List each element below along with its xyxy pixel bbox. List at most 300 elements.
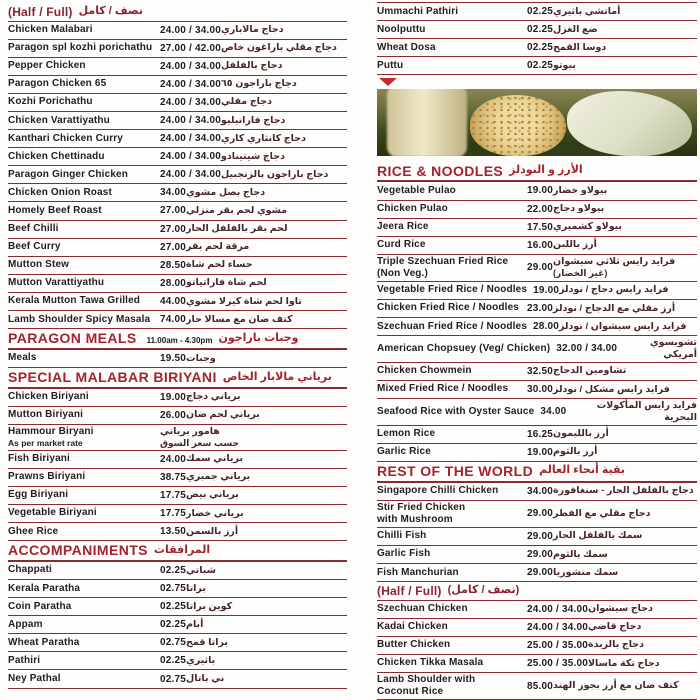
item-name-cell: [377, 6, 527, 18]
item-name-ar-cell: [221, 60, 347, 72]
menu-row: [8, 275, 347, 293]
item-name-ar: الأرز و النودلز: [509, 164, 583, 177]
menu-row: [8, 652, 347, 670]
item-price: 32.50: [527, 365, 554, 377]
item-name-ar-cell: [186, 508, 347, 520]
item-name-ar-cell: [588, 603, 697, 615]
item-name-cell: [377, 221, 527, 233]
menu-row: [377, 237, 697, 255]
item-name-cell: [377, 256, 527, 280]
item-price: 16.25: [527, 428, 554, 440]
item-name-ar-cell: [553, 428, 697, 440]
item-name-ar-cell: [553, 256, 697, 279]
item-name-ar-cell: [553, 239, 697, 251]
item-name-ar-cell: [160, 426, 347, 449]
item-name-ar-cell: [553, 42, 697, 54]
menu-row: [8, 58, 347, 76]
menu-row: [377, 483, 697, 501]
item-name-en: Paragon Chicken 65: [8, 78, 107, 90]
item-price: 19.00: [533, 284, 560, 296]
item-price: 23.00: [527, 302, 554, 314]
item-name-ar: باثيري: [186, 654, 216, 666]
item-name-ar-cell: [553, 60, 697, 72]
item-name-ar: فرايد رايس سيشوان / نودلز: [558, 320, 687, 332]
item-name-cell: [8, 369, 223, 386]
item-name-ar-cell: [186, 187, 347, 199]
item-name-ar: دجاج بالفلفل الحار - سنغافورة: [553, 485, 694, 497]
item-name-ar-cell: [553, 384, 697, 396]
item-name-en: Coin Paratha: [8, 600, 72, 612]
item-name-ar: أرز باللبن: [553, 239, 597, 251]
menu-row: [377, 381, 697, 399]
item-name-cell: [8, 619, 160, 631]
menu-row: [8, 166, 347, 184]
item-price: 02.25: [160, 619, 187, 631]
item-name-en: (Half / Full): [8, 4, 73, 19]
item-name-ar-cell: [559, 321, 697, 333]
menu-row: [8, 670, 347, 688]
item-name-ar: فرايد رايس دجاج / نودلز: [559, 284, 669, 296]
item-name-ar: بيولاو دجاج: [553, 203, 605, 215]
item-name-en: Chicken Chettinadu: [8, 150, 105, 162]
item-name-ar: دجاج بالزبدة: [587, 639, 645, 651]
item-name-ar-cell: [221, 115, 347, 127]
menu-row: [377, 162, 697, 183]
item-name-ar: دجاج مقلي باراغون خاص: [220, 42, 337, 54]
item-name-en: Chappati: [8, 564, 52, 576]
item-price: 02.25: [527, 24, 554, 36]
item-name-ar-cell: [553, 446, 697, 458]
menu-row: [377, 57, 697, 75]
item-price: 17.75: [160, 489, 187, 501]
item-name-ar: تشوبسوي أمريكي: [649, 337, 697, 360]
item-name-en: American Chopsuey (Veg/ Chicken): [377, 342, 551, 354]
item-name-en: Triple Szechuan Fried Rice: [377, 255, 509, 267]
item-price: 02.25: [160, 564, 187, 576]
item-price: 24.00 / 34.00: [160, 169, 221, 181]
item-name-cell: [377, 463, 539, 480]
item-price: 24.00 / 34.00: [160, 151, 221, 163]
item-name-cell: [8, 526, 160, 538]
item-name-en: Pathiri: [8, 654, 41, 666]
item-name-ar-cell: [221, 78, 347, 90]
menu-row: [377, 399, 697, 426]
item-name-en-line2: with Mushroom: [377, 513, 453, 525]
item-name-ar: أماتشي باثيري: [553, 5, 621, 17]
item-price: 34.00: [527, 485, 554, 497]
item-name-ar-cell: [186, 637, 347, 649]
item-name-ar: دجاج بصل مشوي: [186, 186, 266, 198]
item-name-cell: [377, 674, 527, 698]
item-name-ar-cell: [553, 567, 697, 579]
item-name-ar: هامور برياني: [160, 425, 220, 437]
menu-left-column: [8, 0, 347, 700]
item-name-en: Chicken Chowmein: [377, 365, 472, 377]
item-name-ar-cell: [553, 203, 697, 215]
item-price: 24.00 / 34.00: [160, 96, 221, 108]
item-name-ar-cell: [553, 303, 697, 315]
item-name-ar: بيوتو: [553, 59, 576, 71]
item-price: 02.75: [160, 637, 187, 649]
item-name-ar: براتا: [186, 582, 206, 594]
menu-row: [8, 239, 347, 257]
item-name-en: Kerala Paratha: [8, 582, 81, 594]
menu-row: [377, 363, 697, 381]
item-name-ar-cell: [186, 223, 347, 235]
menu-row: [377, 282, 697, 300]
item-name-cell: [8, 5, 79, 19]
item-name-ar-cell: [186, 314, 347, 326]
item-name-ar: نصف / كامل: [78, 4, 143, 17]
item-price: 17.75: [160, 507, 187, 519]
item-name-cell: [377, 284, 533, 296]
item-name-ar-cell: [79, 5, 347, 19]
item-name-cell: [377, 383, 527, 395]
item-name-en: REST OF THE WORLD: [377, 462, 534, 479]
item-price: 22.00: [527, 203, 554, 215]
item-name-cell: [377, 567, 527, 579]
item-name-cell: [8, 295, 160, 307]
menu-row: [377, 219, 697, 237]
item-name-cell: [377, 406, 540, 418]
item-name-ar-line2: (غير الخضار): [553, 268, 608, 279]
item-name-en: Singapore Chilli Chicken: [377, 485, 499, 497]
item-price: 02.25: [527, 6, 554, 18]
item-price: 29.00: [527, 530, 554, 542]
item-name-ar: أرز مقلي مع الدجاج / نودلز: [553, 302, 676, 314]
item-name-ar: تشاومين الدجاج: [553, 365, 627, 377]
item-name-en: Mutton Biriyani: [8, 409, 84, 421]
menu-row: [377, 501, 697, 528]
item-name-en: Meals: [8, 352, 37, 364]
item-price: 28.00: [532, 321, 559, 333]
item-name-ar-cell: [553, 365, 697, 377]
item-name-cell: [377, 639, 527, 651]
menu-row: [8, 311, 347, 329]
menu-row: [8, 451, 347, 469]
menu-row: [8, 22, 347, 40]
item-name-cell: [8, 426, 160, 448]
item-name-en: Seafood Rice with Oyster Sauce: [377, 405, 535, 417]
item-name-cell: [8, 330, 218, 347]
item-name-ar: ضع الغزل: [553, 23, 598, 35]
item-name-cell: [8, 673, 160, 685]
item-price: 13.50: [160, 526, 187, 538]
item-price: 30.00: [527, 383, 554, 395]
item-price: 02.25: [160, 601, 187, 613]
item-name-cell: [8, 542, 154, 559]
item-price: 19.00: [527, 185, 554, 197]
item-name-en: Ummachi Pathiri: [377, 5, 459, 17]
item-name-cell: [377, 485, 527, 497]
item-name-ar: كتف ضان مع مسالا حار: [186, 313, 293, 325]
item-name-ar: دجاج باراجون بالزنجبيل: [220, 168, 329, 180]
item-name-cell: [8, 655, 160, 667]
item-name-ar-cell: [553, 185, 697, 197]
item-name-en: Appam: [8, 618, 43, 630]
menu-row: [8, 130, 347, 148]
item-price: 24.00 / 34.00: [527, 603, 588, 615]
item-name-cell: [377, 530, 527, 542]
item-price: 26.00: [160, 409, 187, 421]
item-name-ar-cell: [186, 601, 347, 613]
item-name-ar-cell: [218, 332, 347, 346]
item-name-cell: [8, 564, 160, 576]
item-name-ar: برياني لحم ضان: [186, 409, 260, 421]
item-name-ar: سمك بالثوم: [553, 548, 608, 560]
item-name-en: Mutton Varattiyathu: [8, 277, 105, 289]
item-name-ar: دجاج باراجون ٦٥: [220, 78, 297, 90]
item-name-en: PARAGON MEALS: [8, 330, 137, 347]
item-name-ar-cell: [154, 544, 347, 558]
item-name-cell: [8, 259, 160, 271]
puttu-piece-right-shape: [567, 91, 692, 156]
breads-top-block: [377, 2, 697, 75]
menu-row: [8, 112, 347, 130]
menu-row: [377, 619, 697, 637]
item-name-cell: [8, 241, 160, 253]
item-name-cell: [8, 169, 160, 181]
item-name-cell: [8, 96, 160, 108]
item-name-ar-cell: [566, 400, 697, 424]
item-name-cell: [8, 115, 160, 127]
item-name-ar-cell: [186, 277, 347, 289]
section-time-note: 11.00am - 4.30pm: [146, 336, 213, 346]
item-name-en-subnote: As per market rate: [8, 438, 83, 449]
item-name-en: Kerala Mutton Tawa Grilled: [8, 295, 141, 307]
item-price: 19.50: [160, 352, 187, 364]
item-name-en: Kadai Chicken: [377, 621, 448, 633]
item-name-en: (Half / Full): [377, 583, 442, 598]
menu-row: [8, 94, 347, 112]
item-name-ar-cell: [186, 409, 347, 421]
menu-row: [8, 580, 347, 598]
menu-right-column: [377, 0, 697, 700]
menu-row: [377, 582, 697, 601]
item-price: 19.00: [160, 391, 187, 403]
item-name-ar-cell: [553, 680, 697, 692]
item-name-en: Jeera Rice: [377, 221, 429, 233]
item-name-cell: [377, 321, 533, 333]
item-name-ar: برياني خضار: [186, 507, 244, 519]
item-name-ar: برياني سمك: [186, 453, 244, 465]
item-name-en: Szechuan Fried Rice / Noodles: [377, 320, 527, 332]
item-name-cell: [377, 621, 527, 633]
item-price: 44.00: [160, 295, 187, 307]
item-name-en: SPECIAL MALABAR BIRIYANI: [8, 368, 217, 385]
item-name-cell: [8, 409, 160, 421]
item-price: 17.50: [527, 221, 554, 233]
item-price: 28.00: [160, 277, 187, 289]
item-price: 29.00: [527, 508, 554, 520]
item-name-en: Chicken Malabari: [8, 24, 93, 36]
menu-row: [8, 40, 347, 58]
item-name-ar-cell: [559, 284, 697, 296]
item-name-en: Paragon spl kozhi porichathu: [8, 42, 153, 54]
menu-row: [377, 39, 697, 57]
puttu-cylinder-shape: [387, 89, 467, 155]
item-price: 02.75: [160, 583, 187, 595]
item-name-ar-cell: [186, 583, 347, 595]
menu-row: [377, 336, 697, 363]
item-name-ar: لحم بقر بالفلفل الحار: [186, 223, 288, 235]
item-name-ar: سمك بالفلفل الحار: [553, 530, 643, 542]
item-name-cell: [377, 343, 556, 355]
menu-row: [8, 389, 347, 407]
item-name-cell: [377, 203, 527, 215]
item-name-en: ACCOMPANIMENTS: [8, 542, 148, 559]
item-name-cell: [377, 657, 527, 669]
item-name-cell: [377, 24, 527, 36]
item-price: 25.00 / 35.00: [527, 639, 588, 651]
item-price: 24.00 / 34.00: [160, 115, 221, 127]
item-name-ar: بيولاو خضار: [553, 185, 608, 197]
item-price: 27.00: [160, 205, 187, 217]
item-price: 34.00: [160, 187, 187, 199]
item-name-ar: دجاج مقلي مع الفطر: [553, 507, 651, 519]
item-name-ar: تاوا لحم شاة كيرلا مشوي: [186, 295, 302, 307]
item-name-en: Lamb Shoulder Spicy Masala: [8, 313, 151, 325]
item-name-ar: دوسا القمح: [553, 41, 607, 53]
item-name-ar: بيولاو كشميري: [553, 221, 623, 233]
item-name-en: Vegetable Biriyani: [8, 507, 97, 519]
item-name-en: Ney Pathal: [8, 673, 61, 685]
menu-row: [8, 257, 347, 275]
item-price: 02.75: [160, 673, 187, 685]
item-name-ar-cell: [186, 655, 347, 667]
item-name-ar: أرز بالثوم: [553, 446, 598, 458]
item-name-ar-cell: [186, 453, 347, 465]
item-name-cell: [377, 428, 527, 440]
menu-row: [377, 255, 697, 282]
menu-row: [8, 616, 347, 634]
item-name-ar-cell: [553, 549, 697, 561]
item-price: 24.00: [160, 453, 187, 465]
item-name-ar: وجبات باراجون: [218, 331, 299, 344]
item-name-cell: [8, 314, 160, 326]
item-name-cell: [377, 60, 527, 72]
item-name-ar-cell: [186, 673, 347, 685]
item-name-ar: دجاج قاضي: [587, 621, 642, 633]
item-name-ar-cell: [553, 530, 697, 542]
item-name-en: Prawns Biriyani: [8, 471, 86, 483]
item-name-ar: فرايد رايس المأكولات البحرية: [596, 400, 697, 423]
item-price: 02.25: [527, 60, 554, 72]
item-name-en: Fish Manchurian: [377, 566, 459, 578]
item-name-ar: أبام: [186, 618, 204, 630]
item-name-ar: أرز بالسمن: [186, 525, 239, 537]
item-name-en: Curd Rice: [377, 239, 426, 251]
item-name-en: Chicken Pulao: [377, 203, 448, 215]
item-name-ar-cell: [588, 621, 697, 633]
item-name-en: Garlic Rice: [377, 446, 431, 458]
item-name-ar: (نصف / كامل): [447, 584, 520, 596]
item-name-ar: مرقة لحم بقر: [186, 241, 250, 253]
item-name-ar-cell: [186, 241, 347, 253]
item-name-en: Chilli Fish: [377, 530, 427, 542]
item-name-ar: مشوي لحم بقر منزلي: [186, 205, 288, 217]
menu-row: [377, 21, 697, 39]
menu-row: [8, 487, 347, 505]
item-name-en: Chicken Varattiyathu: [8, 114, 110, 126]
item-name-ar-line2: حسب سعر السوق: [160, 437, 240, 448]
item-price: 24.00 / 34.00: [160, 78, 221, 90]
item-name-en: Stir Fried Chicken: [377, 501, 466, 513]
item-name-ar-cell: [448, 584, 697, 598]
item-name-cell: [377, 302, 527, 314]
menu-row: [377, 673, 697, 700]
menu-row: [8, 634, 347, 652]
item-name-ar-cell: [588, 658, 697, 670]
item-name-en: Noolputtu: [377, 23, 426, 35]
item-name-en: Fish Biriyani: [8, 453, 70, 465]
item-name-ar: برياني دجاج: [186, 391, 241, 403]
item-name-ar-cell: [509, 164, 697, 178]
item-name-cell: [377, 584, 448, 598]
menu-row: [8, 598, 347, 616]
item-name-ar: فرايد رايس مشكل / نودلز: [553, 383, 670, 395]
menu-row: [8, 202, 347, 220]
menu-row: [8, 350, 347, 368]
item-name-ar-cell: [588, 639, 697, 651]
menu-row: [377, 3, 697, 21]
menu-row: [8, 221, 347, 239]
item-name-ar: بقية أنحاء العالم: [539, 464, 626, 477]
item-name-cell: [8, 60, 160, 72]
item-name-cell: [8, 223, 160, 235]
item-name-cell: [8, 583, 160, 595]
menu-row: [377, 318, 697, 336]
menu-row: [8, 3, 347, 22]
item-name-ar: دجاج فاراتيليو: [220, 114, 286, 126]
item-name-ar: كوين براتا: [186, 600, 233, 612]
item-name-ar-cell: [186, 296, 347, 308]
item-name-ar: دجاج بالفلفل: [220, 60, 283, 72]
item-name-en-line2: Coconut Rice: [377, 686, 444, 697]
item-name-ar: دجاج مقلي: [220, 96, 272, 108]
item-name-cell: [8, 489, 160, 501]
item-price: 16.00: [527, 239, 554, 251]
item-name-ar-cell: [553, 6, 697, 18]
item-name-cell: [8, 78, 160, 90]
item-price: 24.00 / 34.00: [160, 24, 221, 36]
menu-row: [8, 505, 347, 523]
item-name-en: Kozhi Porichathu: [8, 96, 93, 108]
item-name-cell: [8, 637, 160, 649]
item-name-ar: برياني جمبري: [186, 471, 251, 483]
item-name-cell: [377, 502, 527, 526]
item-price: 74.00: [160, 314, 187, 326]
item-name-ar: كتف ضان مع أرز بجوز الهند: [553, 680, 679, 692]
menu-row: [8, 148, 347, 166]
item-name-ar-cell: [221, 96, 347, 108]
menu-row: [8, 425, 347, 451]
item-price: 27.00: [160, 241, 187, 253]
menu-row: [8, 407, 347, 425]
item-name-en: Egg Biriyani: [8, 489, 69, 501]
item-name-en: Vegetable Fried Rice / Noodles: [377, 284, 528, 296]
menu-row: [377, 601, 697, 619]
item-name-en: Kanthari Chicken Curry: [8, 132, 123, 144]
item-name-en: Chicken Onion Roast: [8, 186, 112, 198]
item-name-ar-cell: [186, 205, 347, 217]
menu-row: [377, 655, 697, 673]
item-name-ar: المرافقات: [153, 543, 211, 556]
item-name-en: Vegetable Pulao: [377, 184, 456, 196]
item-price: 24.00 / 34.00: [527, 621, 588, 633]
item-name-ar-cell: [221, 42, 347, 54]
item-name-ar-cell: [553, 24, 697, 36]
